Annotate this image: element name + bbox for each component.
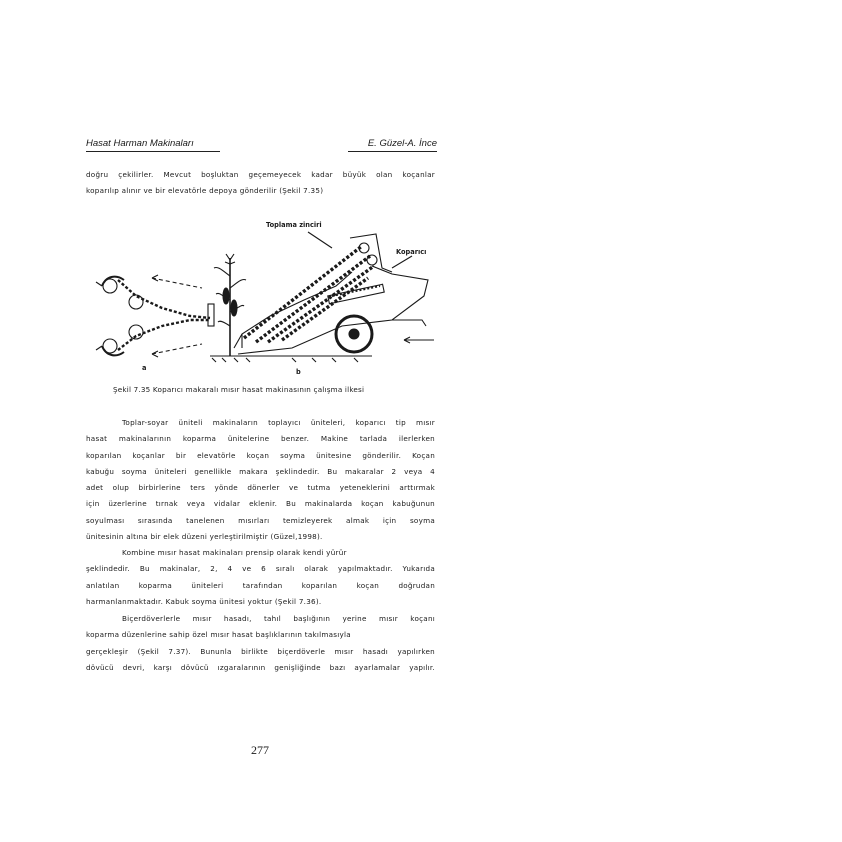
text-line: Biçerdöverlerle mısır hasadı, tahıl başlığının yerine mısır koçanı (122, 614, 435, 623)
header-book-title: Hasat Harman Makinaları (86, 138, 194, 149)
text-line: koparılan koçanlar bir elevatörle koçan soyma ünitesine gönderilir. Koçan (86, 450, 435, 460)
paragraph-kombine (86, 545, 435, 610)
text-line: koparılıp alınır ve bir elevatörle depoya gönderilir (Şekil 7.35) (86, 186, 324, 196)
label-toplama-zinciri: Toplama zinciri (266, 221, 322, 229)
text-line: gerçekleşir (Şekil 7.37). Bununla birlikte biçerdöverle mısır hasadı yapılırken (86, 646, 435, 656)
paragraph-bicerdover (86, 611, 435, 676)
text-line: dövücü devri, karşı dövücü ızgaralarının genişliğinde bazı ayarlamalar yapılır. (86, 662, 435, 672)
figure-7-35 (92, 208, 442, 378)
text-line: harmanlanmaktadır. Kabuk soyma ünitesi yoktur (Şekil 7.36). (86, 596, 322, 606)
page-number: 277 (251, 743, 269, 757)
text-line: Toplar-soyar üniteli makinaların toplayıcı üniteleri, koparıcı tip mısır (122, 418, 435, 427)
text-line: ünitesinin altına bir elek düzeni yerleştirilmiştir (Güzel,1998). (86, 532, 323, 542)
header-underline-right (348, 151, 437, 152)
label-part-b: b (296, 368, 301, 376)
figure-caption: Şekil 7.35 Koparıcı makaralı mısır hasat makinasının çalışma ilkesi (113, 385, 365, 394)
label-koparici: Koparıcı (396, 248, 427, 256)
text-line: Kombine mısır hasat makinaları prensip olarak kendi yürür (122, 548, 347, 557)
running-header (86, 138, 437, 152)
label-part-a: a (142, 364, 147, 372)
text-line: soyulması sırasında tanelenen mısırları temizleyerek almak için soyma (86, 515, 435, 525)
text-line: için üzerlerine tırnak veya vidalar eklenir. Bu makinalarda koçan kabuğunun (86, 499, 435, 509)
snapping-rolls-top-view (96, 275, 214, 357)
intro-paragraph (86, 167, 435, 200)
text-line: koparma düzenlerine sahip özel mısır hasat başlıklarının takılmasıyla (86, 630, 351, 640)
text-line: adet olup birbirlerine ters yönde dönerler ve tutma yeteneklerini arttırmak (86, 483, 435, 493)
header-underline-left (86, 151, 220, 152)
text-line: doğru çekilirler. Mevcut boşluktan geçemeyecek kadar büyük olan koçanlar (86, 170, 435, 179)
corn-picker-diagram (92, 208, 442, 378)
text-line: şeklindedir. Bu makinalar, 2, 4 ve 6 sıralı olarak yapılmaktadır. Yukarıda (86, 564, 435, 574)
text-line: anlatılan koparma üniteleri tarafından koparılan koçan doğrudan (86, 580, 435, 590)
text-line: kabuğu soyma üniteleri genellikle makara şeklindedir. Bu makaralar 2 veya 4 (86, 466, 435, 476)
header-authors: E. Güzel-A. İnce (367, 138, 437, 149)
text-line: hasat makinalarının koparma ünitelerine benzer. Makine tarlada ilerlerken (86, 434, 435, 444)
paragraph-toplar-soyar (86, 415, 435, 545)
